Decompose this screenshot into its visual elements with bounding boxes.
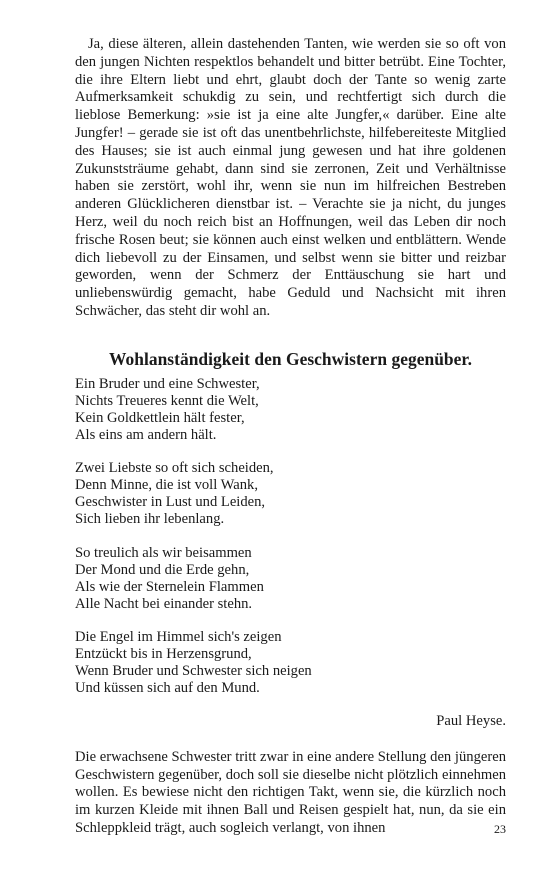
page-number: 23 xyxy=(494,822,506,836)
poem-line: Ein Bruder und eine Schwester, xyxy=(75,375,260,392)
poem-line: Geschwister in Lust und Leiden, xyxy=(75,494,266,511)
poem-line: Zwei Liebste so oft sich scheiden, xyxy=(75,460,274,477)
poem-line: Kein Goldkettlein hält fester, xyxy=(75,409,245,426)
poem-stanza xyxy=(75,629,506,697)
poem-line: Denn Minne, die ist voll Wank, xyxy=(75,477,258,494)
poem xyxy=(75,376,506,731)
poem-line: Alle Nacht bei einander stehn. xyxy=(75,595,253,612)
poem-line: Entzückt bis in Herzensgrund, xyxy=(75,645,252,662)
poem-line: Sich lieben ihr lebenlang. xyxy=(75,511,225,528)
poem-line: Die Engel im Himmel sich's zeigen xyxy=(75,628,282,645)
opening-paragraph: Ja, diese älteren, allein dastehenden Tanten, wie werden sie so oft von den jungen Nichten respektlos behandelt und bitter betrübt. Eine Tochter, die ihre Eltern liebt und ehrt, glaubt doch der Tante so wenig zarte Aufmerksamkeit schukdig zu sein, und rechtfertigt sich durch die lieblose Bemerkung: »sie ist ja eine alte Jungfer,« darüber. Eine alte Jungfer! – gerade sie ist oft das unentbehrlichste, hilfebereiteste Mitglied des Hauses; sie ist auch einmal jung gewesen und hat ihre goldenen Zukunststräume gehabt, dann sind sie zerronen, Zeit und Verhältnisse haben sie zerstört, wohl ihr, wenn sie nun im hilfreichen Bestreben anderen Glücklicheren dienstbar ist. – Verachte sie ja nicht, du junges Herz, weil du noch reich bist an Hoffnungen, weil das Leben dir noch frische Rosen beut; sie können auch einst welken und entblättern. Wende dich liebevoll zu der Einsamen, und selbst wenn sie bitter und reizbar geworden, wenn der Schmerz der Enttäuschung sie hart und unliebenswürdig gemacht, habe Geduld und Nachsicht mit ihren Schwächer, das steht dir wohl an. xyxy=(75,36,506,319)
poem-stanza xyxy=(75,545,506,613)
closing-paragraph: Die erwachsene Schwester tritt zwar in eine andere Stellung den jüngeren Geschwistern gegenüber, doch soll sie dieselbe nicht plötzlich einnehmen wollen. Es bewiese nicht den richtigen Takt, wenn sie, die kürzlich noch im kurzen Kleide mit ihnen Ball und Reisen gespielt hat, nun, da sie ein Schleppkleid trägt, auch sogleich verlangt, von ihnen xyxy=(75,748,506,837)
poem-line: Als eins am andern hält. xyxy=(75,427,217,444)
poem-line: Wenn Bruder und Schwester sich neigen xyxy=(75,663,312,680)
poem-line: So treulich als wir beisammen xyxy=(75,544,252,561)
book-page xyxy=(75,36,506,838)
section-heading: Wohlanständigkeit den Geschwistern gegenüber. xyxy=(109,348,472,369)
poem-stanza xyxy=(75,376,506,444)
poem-stanza xyxy=(75,460,506,528)
poem-author: Paul Heyse. xyxy=(436,713,506,730)
poem-line: Nichts Treueres kennt die Welt, xyxy=(75,392,259,409)
poem-line: Der Mond und die Erde gehn, xyxy=(75,561,250,578)
poem-line: Als wie der Sternelein Flammen xyxy=(75,578,264,595)
poem-line: Und küssen sich auf den Mund. xyxy=(75,680,260,697)
